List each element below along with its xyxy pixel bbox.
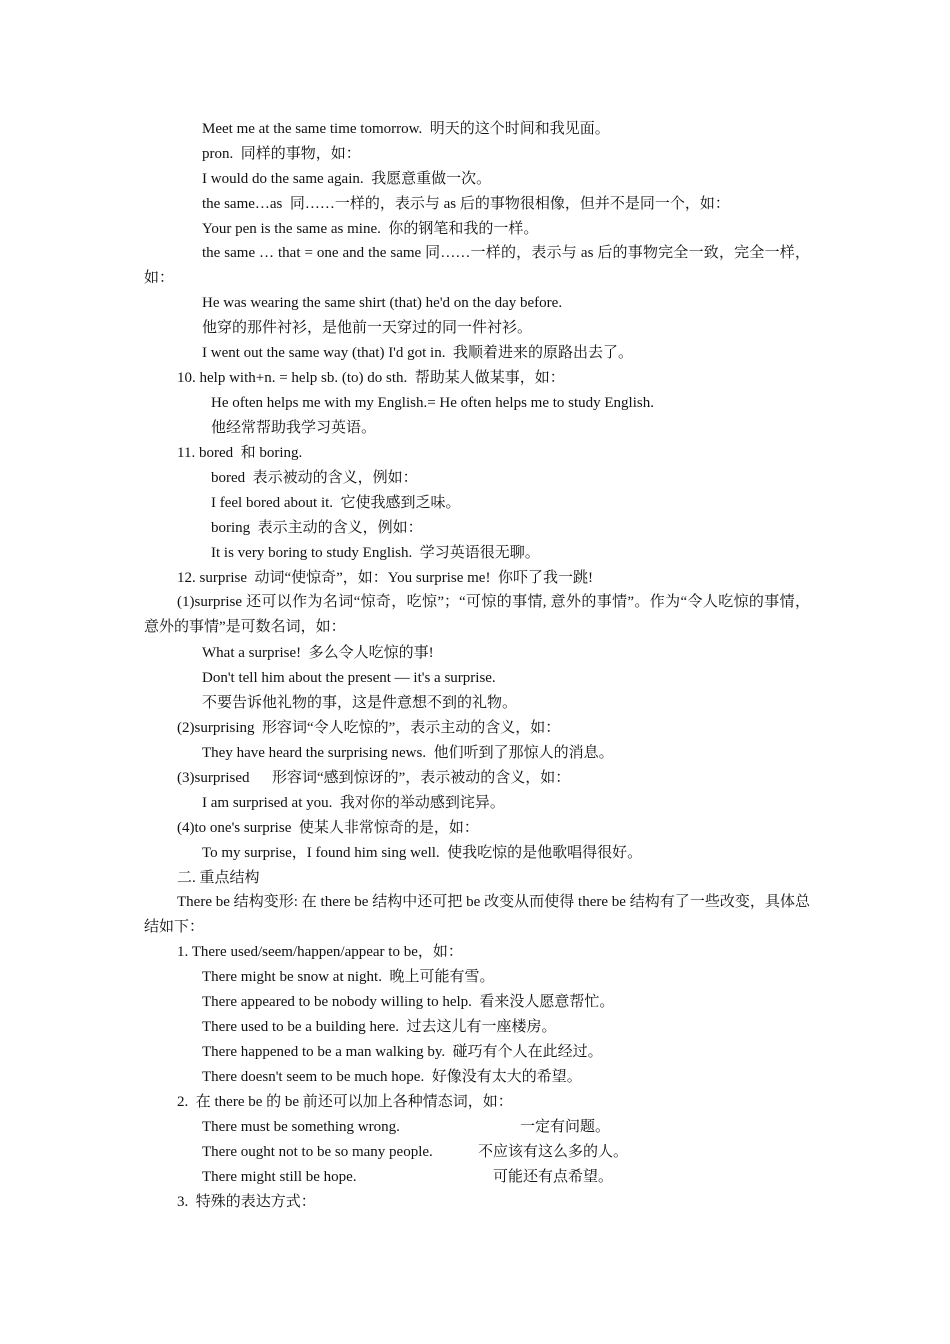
example-line: Your pen is the same as mine. 你的钢笔和我的一样。 bbox=[202, 221, 539, 237]
example-line: I went out the same way (that) I'd got in. 我顺着进来的原路出去了。 bbox=[202, 345, 633, 361]
example-line: What a surprise! 多么令人吃惊的事! bbox=[202, 645, 434, 661]
translation-line: 不要告诉他礼物的事，这是件意想不到的礼物。 bbox=[202, 695, 518, 711]
definition-paragraph: (1)surprise 还可以作为名词“惊奇，吃惊”；“可惊的事情, 意外的事情”。作为“令人吃惊的事情，意外的事情”是可数名词，如： bbox=[144, 594, 810, 635]
translation-line: 他穿的那件衬衫，是他前一天穿过的同一件衬衫。 bbox=[202, 320, 533, 336]
example-line: Meet me at the same time tomorrow. 明天的这个时间和我见面。 bbox=[202, 121, 610, 137]
example-line: There appeared to be nobody willing to help. 看来没人愿意帮忙。 bbox=[202, 994, 615, 1010]
definition-line: bored 表示被动的含义，例如： bbox=[211, 470, 418, 486]
definition-line: (4)to one's surprise 使某人非常惊奇的是，如： bbox=[177, 820, 479, 836]
example-line: I feel bored about it. 它使我感到乏味。 bbox=[211, 495, 461, 511]
example-line: He was wearing the same shirt (that) he'd on the day before. bbox=[202, 295, 563, 311]
example-english: There ought not to be so many people. bbox=[202, 1144, 433, 1160]
example-english: There might still be hope. bbox=[202, 1169, 357, 1185]
example-line: Don't tell him about the present — it's a surprise. bbox=[202, 670, 496, 686]
example-line: I would do the same again. 我愿意重做一次。 bbox=[202, 171, 492, 187]
definition-line: the same…as 同……一样的，表示与 as 后的事物很相像，但并不是同一个，如： bbox=[202, 196, 730, 212]
rule-heading-1: 1. There used/seem/happen/appear to be，如： bbox=[177, 944, 463, 960]
definition-line: boring 表示主动的含义，例如： bbox=[211, 520, 423, 536]
example-line: He often helps me with my English.= He often helps me to study English. bbox=[211, 395, 654, 411]
example-line: They have heard the surprising news. 他们听到了那惊人的消息。 bbox=[202, 745, 614, 761]
example-line: To my surprise，I found him sing well. 使我吃惊的是他歌唱得很好。 bbox=[202, 845, 643, 861]
example-line: There used to be a building here. 过去这儿有一座楼房。 bbox=[202, 1019, 557, 1035]
section-heading-11: 11. bored 和 boring. bbox=[177, 445, 303, 461]
section-heading-10: 10. help with+n. = help sb. (to) do sth. 帮助某人做某事，如： bbox=[177, 370, 565, 386]
rule-heading-2: 2. 在 there be 的 be 前还可以加上各种情态词，如： bbox=[177, 1094, 513, 1110]
example-line: There happened to be a man walking by. 碰巧有个人在此经过。 bbox=[202, 1044, 603, 1060]
example-line: I am surprised at you. 我对你的举动感到诧异。 bbox=[202, 795, 505, 811]
example-translation: 不应该有这么多的人。 bbox=[478, 1144, 629, 1160]
translation-line: 他经常帮助我学习英语。 bbox=[211, 420, 377, 436]
example-translation: 可能还有点希望。 bbox=[493, 1169, 614, 1185]
example-translation: 一定有问题。 bbox=[520, 1119, 611, 1135]
example-line: It is very boring to study English. 学习英语很无聊。 bbox=[211, 545, 540, 561]
definition-line: pron. 同样的事物，如： bbox=[202, 146, 361, 162]
example-line: There doesn't seem to be much hope. 好像没有太大的希望。 bbox=[202, 1069, 582, 1085]
chapter-heading: 二. 重点结构 bbox=[177, 870, 260, 886]
intro-paragraph: There be 结构变形: 在 there be 结构中还可把 be 改变从而使得 there be 结构有了一些改变，具体总结如下： bbox=[144, 894, 810, 935]
definition-paragraph: the same … that = one and the same 同……一样的，表示与 as 后的事物完全一致，完全一样，如： bbox=[144, 245, 810, 286]
section-heading-12: 12. surprise 动词“使惊奇”，如：You surprise me! 你吓了我一跳! bbox=[177, 570, 593, 586]
rule-heading-3: 3. 特殊的表达方式： bbox=[177, 1194, 316, 1210]
example-english: There must be something wrong. bbox=[202, 1119, 400, 1135]
definition-line: (3)surprised 形容词“感到惊讶的”，表示被动的含义，如： bbox=[177, 770, 571, 786]
definition-line: (2)surprising 形容词“令人吃惊的”，表示主动的含义，如： bbox=[177, 720, 561, 736]
example-line: There might be snow at night. 晚上可能有雪。 bbox=[202, 969, 495, 985]
